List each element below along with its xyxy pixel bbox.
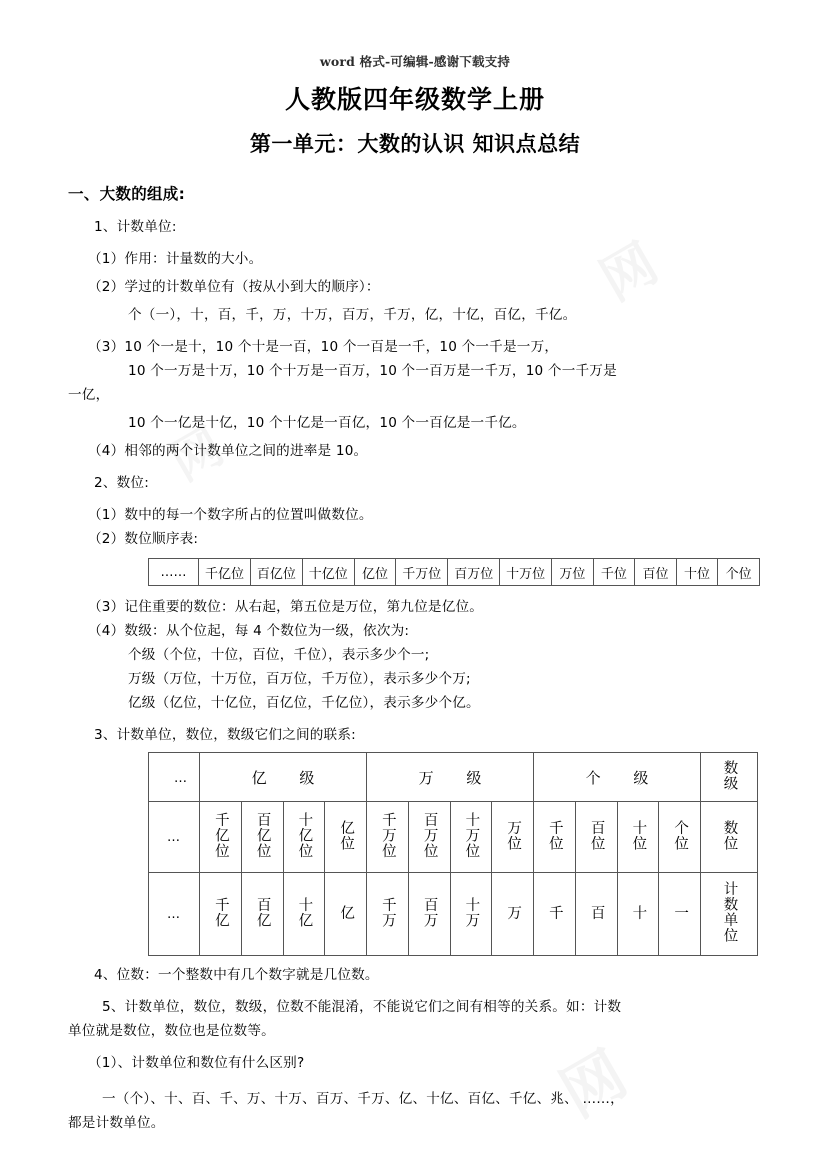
relation-table [148, 752, 758, 956]
vertical-text: 一 [672, 904, 689, 921]
ellipsis-text: … [167, 907, 181, 923]
vertical-text: 千亿 [212, 896, 229, 928]
item-4: 4、位数：一个整数中有几个数字就是几位数。 [94, 967, 379, 984]
item-2-4-c: 亿级（亿位，十亿位，百亿位，千亿位），表示多少个亿。 [128, 695, 480, 712]
cell-yi: 亿位 [354, 559, 396, 586]
cell-digit-qianwanwei [367, 802, 409, 873]
cell-digit-baiwanwei [408, 802, 450, 873]
cell-header-shuji [701, 753, 758, 802]
vertical-text: 十位 [630, 819, 647, 851]
digit-order-table-wrapper [68, 558, 760, 586]
vertical-text: 十万位 [463, 812, 480, 859]
document-body [0, 182, 830, 1134]
cell-unit-wan [492, 873, 534, 956]
shuji-text: 数级 [721, 759, 738, 791]
cell-digit-qianyiwei [200, 802, 242, 873]
table-row-digit [149, 802, 758, 873]
cell-unit-baiwan [408, 873, 450, 956]
vertical-text: 千位 [546, 819, 563, 851]
vertical-text: 亿 [338, 904, 355, 921]
cell-digit-shiyiwei [283, 802, 325, 873]
table-row-header [149, 753, 758, 802]
vertical-text: 亿位 [338, 819, 355, 851]
cell-digit-qianwei [534, 802, 576, 873]
vertical-text: 万 [505, 904, 522, 921]
cell-digit-shiwanwei [450, 802, 492, 873]
page-subtitle: 第一单元：大数的认识 知识点总结 [249, 131, 581, 156]
cell-unit-shiwan [450, 873, 492, 956]
section-heading-1: 一、大数的组成: [68, 185, 186, 203]
cell-unit-shi [617, 873, 659, 956]
cell-qian: 千位 [593, 559, 635, 586]
cell-digit-baiwei [575, 802, 617, 873]
item-1-1: （1）作用：计量数的大小。 [88, 251, 263, 268]
cell-header-wanji: 万 级 [367, 753, 534, 802]
vertical-text: 百万 [421, 896, 438, 928]
digit-order-table [148, 558, 760, 586]
cell-unit-ellipsis [149, 873, 200, 956]
item-2-3: （3）记住重要的数位：从右起，第五位是万位，第九位是亿位。 [88, 599, 484, 616]
item-2-heading: 2、数位: [94, 475, 150, 492]
item-1-4: （4）相邻的两个计数单位之间的进率是 10。 [88, 443, 368, 460]
vertical-text: 千 [546, 904, 563, 921]
vertical-text: 百亿 [254, 896, 271, 928]
vertical-text: 千万 [379, 896, 396, 928]
vertical-text: 十 [630, 904, 647, 921]
item-5-b: 单位就是数位，数位也是位数等。 [68, 1023, 275, 1040]
item-5-1: （1）、计数单位和数位有什么区别? [88, 1055, 305, 1072]
cell-digit-shuwei [701, 802, 758, 873]
vertical-text: 千亿位 [212, 812, 229, 859]
cell-shiwan: 十万位 [500, 559, 552, 586]
cell-digit-yiwei [325, 802, 367, 873]
cell-unit-jishudanwei [701, 873, 758, 956]
cell-qianyi: 千亿位 [199, 559, 251, 586]
cell-digit-wanwei [492, 802, 534, 873]
table-row [149, 559, 760, 586]
item-1-2: （2）学过的计数单位有（按从小到大的顺序）： [88, 279, 380, 296]
relation-table-wrapper [68, 752, 760, 956]
document-note: word 格式-可编辑-感谢下载支持 [319, 54, 511, 69]
vertical-text: 百 [588, 904, 605, 921]
item-5-1-b: 都是计数单位。 [68, 1115, 165, 1132]
cell-header-geji: 个 级 [534, 753, 701, 802]
cell-shi: 十位 [676, 559, 718, 586]
item-5-1-a: 一（个）、十、百、千、万、十万、百万、千万、亿、十亿、百亿、千亿、兆、 ……， [102, 1091, 624, 1108]
ellipsis-text: … [167, 830, 181, 846]
item-1-3-a: （3）10 个一是十，10 个十是一百，10 个一百是一千，10 个一千是一万， [88, 339, 559, 356]
item-1-3-d: 10 个一亿是十亿，10 个十亿是一百亿，10 个一百亿是一千亿。 [128, 415, 526, 432]
cell-unit-yi-one [659, 873, 701, 956]
vertical-text: 百万位 [421, 812, 438, 859]
vertical-text: 十亿 [296, 896, 313, 928]
cell-unit-yi [325, 873, 367, 956]
page-title: 人教版四年级数学上册 [284, 85, 545, 114]
vertical-text: 万位 [505, 819, 522, 851]
vertical-text: 百亿位 [254, 812, 271, 859]
cell-unit-bai [575, 873, 617, 956]
table-row-unit [149, 873, 758, 956]
cell-bai: 百位 [635, 559, 677, 586]
cell-unit-qianwan [367, 873, 409, 956]
cell-unit-baiyi [241, 873, 283, 956]
cell-unit-shiyi [283, 873, 325, 956]
item-2-1: （1）数中的每一个数字所占的位置叫做数位。 [88, 507, 373, 524]
cell-digit-shiwei [617, 802, 659, 873]
item-2-2: （2）数位顺序表: [88, 531, 199, 548]
cell-wan: 万位 [552, 559, 594, 586]
cell-shiyi: 十亿位 [302, 559, 354, 586]
cell-header-ellipsis [149, 753, 200, 802]
cell-digit-ellipsis [149, 802, 200, 873]
item-2-4: （4）数级：从个位起，每 4 个数位为一级，依次为: [88, 623, 410, 640]
vertical-text: 十万 [463, 896, 480, 928]
vertical-text: 十亿位 [296, 812, 313, 859]
item-2-4-b: 万级（万位，十万位，百万位，千万位），表示多少个万; [128, 671, 471, 688]
ellipsis-text: … [174, 771, 188, 787]
cell-unit-qianyi [200, 873, 242, 956]
cell-digit-gewei [659, 802, 701, 873]
cell-qianwan: 千万位 [396, 559, 448, 586]
item-1-3-c: 一亿， [68, 387, 110, 404]
vertical-text: 千万位 [379, 812, 396, 859]
item-5-a: 5、计数单位，数位，数级，位数不能混淆，不能说它们之间有相等的关系。如：计数 [102, 999, 622, 1016]
cell-header-yiji: 亿 级 [200, 753, 367, 802]
item-3-heading: 3、计数单位，数位，数级它们之间的联系: [94, 727, 356, 744]
cell-baiyi: 百亿位 [250, 559, 302, 586]
vertical-text: 个位 [672, 819, 689, 851]
vertical-text: 数位 [721, 819, 738, 851]
vertical-text: 计数单位 [721, 881, 738, 944]
cell-digit-baiyiwei [241, 802, 283, 873]
item-1-2-list: 个（一），十，百，千，万，十万，百万，千万，亿，十亿，百亿，千亿。 [128, 307, 577, 324]
cell-ellipsis: …… [149, 559, 199, 586]
item-1-heading: 1、计数单位: [94, 219, 177, 235]
item-1-3-b: 10 个一万是十万，10 个十万是一百万，10 个一百万是一千万，10 个一千万是 [128, 363, 617, 380]
cell-ge: 个位 [718, 559, 760, 586]
cell-baiwan: 百万位 [448, 559, 500, 586]
item-2-4-a: 个级（个位，十位，百位，千位），表示多少个一; [128, 647, 430, 664]
vertical-text: 百位 [588, 819, 605, 851]
cell-unit-qian [534, 873, 576, 956]
